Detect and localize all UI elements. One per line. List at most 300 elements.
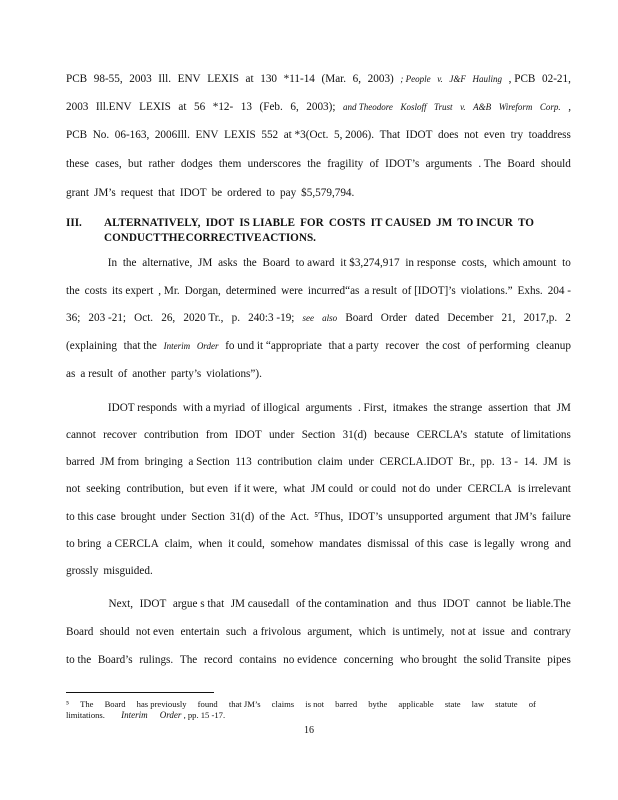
word: 2006Ill. (154, 129, 190, 141)
word: Board’s (97, 654, 133, 666)
word: 31(d) (342, 429, 367, 441)
word: a result (80, 368, 113, 380)
heading-word: FOR (300, 217, 324, 229)
text-line (66, 653, 571, 667)
word: contribution, (126, 483, 184, 495)
word: v. (437, 74, 443, 84)
word: 5, 2006). (333, 129, 375, 141)
word: IDOT’s (348, 511, 383, 523)
word: is untimely, (392, 626, 445, 638)
word: CERCLA’s (416, 429, 468, 441)
word: them (218, 158, 242, 170)
word: of limitations (510, 429, 571, 441)
word: violations.” (460, 285, 513, 297)
heading-word: The (80, 699, 94, 709)
footnote-line-1 (66, 699, 536, 710)
word: toaddress (528, 129, 571, 141)
heading-word: has previously (136, 699, 187, 709)
text-line (66, 625, 571, 639)
heading-word: JM (436, 217, 453, 229)
word: IDOT (442, 598, 470, 610)
word: recover (103, 429, 137, 441)
word: 6, (352, 73, 362, 85)
word: under (348, 456, 374, 468)
word: 98-55, (93, 73, 123, 85)
word: of illogical (250, 402, 300, 414)
word: CERCLA (467, 483, 512, 495)
word: a result (364, 285, 397, 297)
word: concerning (343, 654, 394, 666)
section-heading-line-1 (104, 216, 534, 230)
word: PCB (66, 129, 88, 141)
word: of (117, 368, 128, 380)
heading-word: IS LIABLE (239, 217, 295, 229)
heading-word: COSTS (328, 217, 366, 229)
word: CERCLA.IDOT (379, 456, 454, 468)
word: Dorgan, (184, 285, 221, 297)
word: thus (417, 598, 437, 610)
footnote-italic-order: Order (159, 710, 182, 720)
word: such (225, 626, 247, 638)
text-line (66, 482, 571, 496)
word: 2003); (306, 101, 336, 113)
word: 204 - (547, 285, 571, 297)
word: be liable.The (512, 598, 571, 610)
word: argue s that (172, 598, 225, 610)
word: seeking (86, 483, 121, 495)
section-number: III. (66, 217, 82, 229)
word: 203 -21; (88, 312, 127, 324)
word: arguments (305, 402, 353, 414)
word: rather (148, 158, 175, 170)
word: Wireform (498, 102, 533, 112)
word: 2020 Tr., (183, 312, 224, 324)
word: pay (280, 187, 297, 199)
word: IDOT (405, 129, 433, 141)
word: determined (225, 285, 277, 297)
word: not even (135, 626, 175, 638)
word: request (120, 187, 154, 199)
word: (Feb. (259, 101, 283, 113)
word: when (198, 538, 223, 550)
text-line (66, 564, 571, 578)
word: *11-14 (283, 73, 315, 85)
word: the (122, 257, 137, 269)
heading-word: TO INCUR (457, 217, 513, 229)
word: , Mr. (158, 285, 180, 297)
word: the (307, 158, 321, 170)
heading-word: Board (104, 699, 126, 709)
text-line (66, 401, 571, 415)
word: assertion (488, 402, 528, 414)
word: rulings. (139, 654, 174, 666)
heading-word: statute (495, 699, 518, 709)
word: No. (92, 129, 110, 141)
word: claim (317, 456, 343, 468)
word: which amount (492, 257, 557, 269)
word: not (464, 129, 479, 141)
word: 130 (260, 73, 278, 85)
footnote-line-2 (66, 710, 536, 721)
word: cases, (95, 158, 122, 170)
word: it $3,274,917 (340, 257, 400, 269)
word: to (562, 257, 571, 269)
word: argument (448, 511, 491, 523)
footnote-divider (66, 692, 214, 693)
word: alternative, (142, 257, 193, 269)
heading-word: law (471, 699, 485, 709)
heading-word: ACTIONS. (262, 232, 316, 244)
word: of the contamination (295, 598, 389, 610)
word: of [IDOT]’s (401, 285, 456, 297)
word: . First, (357, 402, 387, 414)
word: should (99, 626, 130, 638)
word: which (358, 626, 386, 638)
heading-word: claims (271, 699, 295, 709)
word: Trust (434, 102, 453, 112)
word: (Mar. (321, 73, 347, 85)
word: LEXIS (139, 101, 171, 113)
word: grossly (66, 565, 99, 577)
word: also (322, 313, 338, 323)
word: case (448, 538, 469, 550)
word: of performing (467, 340, 530, 352)
word: dismissal (367, 538, 409, 550)
word: JM’s (94, 187, 116, 199)
word: is (563, 456, 571, 468)
word (66, 401, 102, 415)
word: not (66, 483, 81, 495)
word: and Theodore (343, 102, 393, 112)
footnote-pages: , pp. 15 -17. (183, 710, 226, 720)
word: Next, (108, 598, 134, 610)
word: , (568, 101, 571, 113)
word: ordered (227, 187, 262, 199)
word: pp. (480, 456, 495, 468)
word: Br., (458, 456, 475, 468)
word: because (374, 429, 410, 441)
word: 36; (66, 312, 81, 324)
word: costs (84, 285, 108, 297)
heading-word: CORRECTIVE (185, 232, 262, 244)
word: . The (478, 158, 502, 170)
word: mandates (319, 538, 362, 550)
word: v. (460, 102, 466, 112)
word: see (302, 313, 315, 323)
word: misguided. (103, 565, 153, 577)
text-line (66, 428, 571, 442)
word: from (205, 429, 228, 441)
word: 06-163, (114, 129, 150, 141)
word: should (541, 158, 571, 170)
word: of the (259, 511, 286, 523)
word: Board (262, 257, 290, 269)
word (66, 256, 102, 270)
word: in response (405, 257, 456, 269)
word: Board (66, 626, 94, 638)
text-line (66, 537, 571, 551)
word: under (268, 429, 295, 441)
word: the (243, 257, 257, 269)
word: Ill.ENV (95, 101, 132, 113)
word: ENV (195, 129, 219, 141)
word: is irrelevant (517, 483, 571, 495)
word: IDOT (234, 429, 262, 441)
word: a frivolous (252, 626, 302, 638)
word: costs, (461, 257, 487, 269)
page-number: 16 (304, 725, 314, 736)
word: 113 (235, 456, 252, 468)
word: contribution (257, 456, 313, 468)
word: another (132, 368, 166, 380)
heading-word: IT CAUSED (370, 217, 432, 229)
word: 552 (261, 129, 279, 141)
word: under (436, 483, 462, 495)
word: JM (198, 257, 213, 269)
word: and (554, 538, 571, 550)
word: 2003 (129, 73, 152, 85)
word: a Section (188, 456, 230, 468)
word: but even (189, 483, 229, 495)
footnote-italic-interim: Interim (121, 710, 148, 720)
word: no evidence (283, 654, 337, 666)
word: the strange (433, 402, 483, 414)
heading-word: found (197, 699, 218, 709)
heading-word: THE (161, 232, 185, 244)
word: under (160, 511, 187, 523)
footnote-text: limitations. (66, 710, 105, 720)
text-line (66, 597, 571, 611)
word: Oct. (134, 312, 154, 324)
section-heading-line-2 (104, 231, 316, 245)
heading-word: ALTERNATIVELY, (104, 217, 201, 229)
word: asks (218, 257, 238, 269)
word: $5,579,794. (301, 187, 355, 199)
word: unsupported (387, 511, 443, 523)
word: does (438, 129, 459, 141)
word: that the (123, 340, 157, 352)
word: cleanup (536, 340, 571, 352)
word: of this (414, 538, 444, 550)
word: Exhs. (517, 285, 543, 297)
word: that (533, 402, 551, 414)
word: Corp. (539, 102, 561, 112)
word: , PCB (508, 73, 536, 85)
word: Board (507, 158, 535, 170)
word: Order (380, 312, 407, 324)
word: IDOT (179, 187, 207, 199)
word: 21, (501, 312, 516, 324)
word: JM from (100, 456, 140, 468)
word: as (66, 368, 76, 380)
text-line (66, 311, 571, 325)
word: That (379, 129, 401, 141)
word: that a party (328, 340, 379, 352)
word: dated (415, 312, 440, 324)
word: PCB (66, 73, 88, 85)
word: p. (231, 312, 240, 324)
word: or could (358, 483, 396, 495)
word: grant (66, 187, 89, 199)
word: it could, (228, 538, 265, 550)
text-line (66, 100, 571, 114)
word: is legally (473, 538, 515, 550)
word: Order (196, 341, 219, 351)
heading-word: applicable (398, 699, 434, 709)
word: LEXIS (207, 73, 239, 85)
text-line (66, 455, 571, 469)
word: cannot (476, 598, 506, 610)
word: contains (239, 654, 277, 666)
word: these (66, 158, 89, 170)
word: who brought (399, 654, 457, 666)
word: In (107, 257, 118, 269)
word: underscores (247, 158, 301, 170)
word: 02-21, (542, 73, 571, 85)
text-line (66, 284, 571, 298)
word: not do (401, 483, 431, 495)
word: to this case (66, 511, 116, 523)
word: Act. (290, 511, 310, 523)
word: claim, (164, 538, 193, 550)
word: of (369, 158, 379, 170)
word: issue (482, 626, 505, 638)
text-line (66, 128, 571, 142)
word: (explaining (66, 340, 117, 352)
word: fragility (327, 158, 364, 170)
word: pipes (547, 654, 571, 666)
word: December (447, 312, 494, 324)
word: Ill. (158, 73, 172, 85)
word: what (283, 483, 306, 495)
heading-word: ⁵ (66, 699, 69, 709)
word: A&B (473, 102, 492, 112)
word: 13 - (500, 456, 519, 468)
text-line (66, 186, 571, 200)
word: Board (345, 312, 373, 324)
word: to (266, 187, 276, 199)
word: 14. (523, 456, 538, 468)
word: to award (295, 257, 335, 269)
word: try (510, 129, 524, 141)
word: to bring (66, 538, 102, 550)
word: Section (301, 429, 336, 441)
heading-word: of (528, 699, 536, 709)
word: 2 (565, 312, 571, 324)
word: *12- (212, 101, 234, 113)
word: IDOT (139, 598, 167, 610)
word: were (281, 285, 303, 297)
word: 240:3 -19; (248, 312, 295, 324)
heading-word: barred (335, 699, 358, 709)
word (66, 597, 102, 611)
word: Section (191, 511, 225, 523)
word: 31(d) (229, 511, 255, 523)
word: at (245, 73, 254, 85)
word: record (203, 654, 233, 666)
word: the (66, 285, 80, 297)
heading-word: CONDUCT (104, 232, 161, 244)
word: that JM’s (495, 511, 537, 523)
word: ; People (400, 74, 431, 84)
word: with a myriad (182, 402, 246, 414)
text-line (66, 72, 571, 86)
word: 2003 (66, 101, 89, 113)
word: failure (541, 511, 571, 523)
heading-word: TO (517, 217, 534, 229)
word: brought (120, 511, 156, 523)
text-line (66, 367, 571, 381)
word: JM could (311, 483, 353, 495)
text-line (66, 157, 571, 171)
heading-word: that JM’s (228, 699, 261, 709)
word: incurred“as (307, 285, 360, 297)
word: statute (474, 429, 504, 441)
word: recover (385, 340, 420, 352)
word: 26, (161, 312, 176, 324)
word: cannot (66, 429, 96, 441)
word: ENV (177, 73, 201, 85)
word: but (127, 158, 143, 170)
word: its expert (111, 285, 154, 297)
word: at (178, 101, 187, 113)
word: itmakes (392, 402, 428, 414)
word: the cost (425, 340, 461, 352)
word: entertain (180, 626, 220, 638)
word: ⁵Thus, (314, 511, 344, 523)
word: Kosloff (400, 102, 427, 112)
heading-word: state (444, 699, 461, 709)
word: 56 (194, 101, 206, 113)
word: fo und it “appropriate (225, 340, 322, 352)
word: argument, (307, 626, 353, 638)
word: not at (450, 626, 476, 638)
word: party’s (170, 368, 202, 380)
word: and (395, 598, 412, 610)
word: the solid Transite (463, 654, 541, 666)
word: to the (66, 654, 92, 666)
word: LEXIS (224, 129, 256, 141)
word: JM (556, 402, 571, 414)
word: 2003) (367, 73, 394, 85)
word: barred (66, 456, 95, 468)
word: 6, (290, 101, 299, 113)
word: and (511, 626, 528, 638)
word: JM causedall (230, 598, 290, 610)
word: somehow (270, 538, 314, 550)
word: if it were, (234, 483, 278, 495)
word: contrary (533, 626, 571, 638)
word: IDOT’s (385, 158, 420, 170)
heading-word: bythe (368, 699, 388, 709)
heading-word: is not (305, 699, 325, 709)
word: contribution (143, 429, 199, 441)
word: even (483, 129, 506, 141)
word: Hauling (472, 74, 503, 84)
word: J&F (449, 74, 466, 84)
word: IDOT responds (107, 402, 177, 414)
word: The (179, 654, 198, 666)
word: 13 (240, 101, 252, 113)
word: violations”). (206, 368, 262, 380)
word: that (158, 187, 175, 199)
word: arguments (425, 158, 473, 170)
text-line (66, 339, 571, 353)
word: JM (543, 456, 558, 468)
word: at *3(Oct. (283, 129, 329, 141)
word: be (211, 187, 223, 199)
word: a CERCLA (106, 538, 159, 550)
